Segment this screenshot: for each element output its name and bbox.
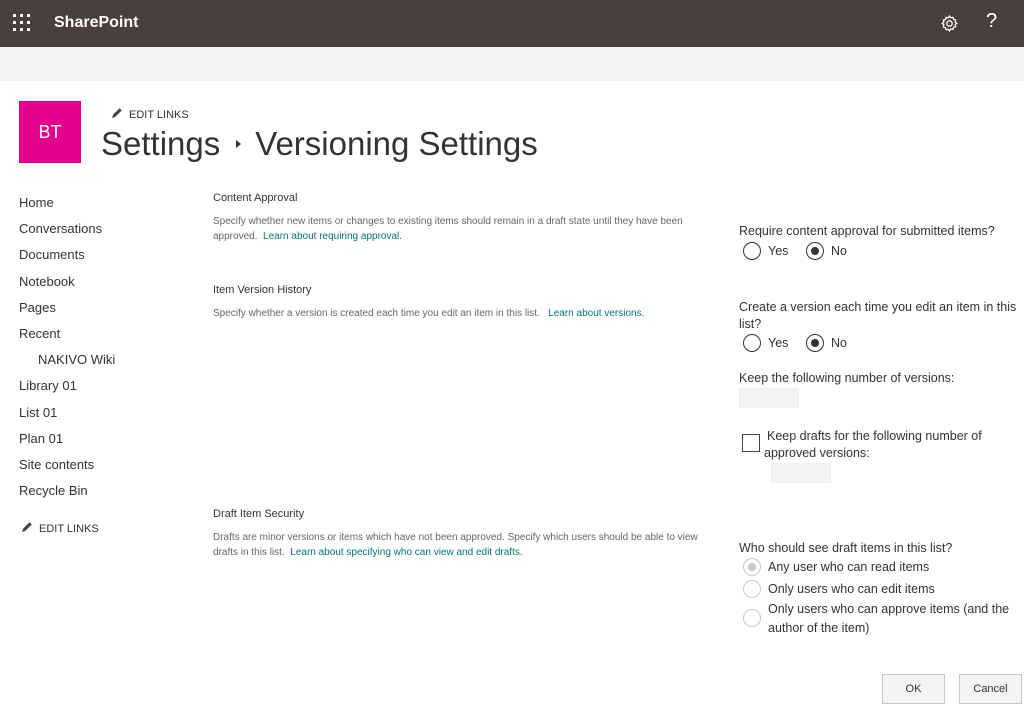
pencil-icon — [21, 521, 33, 536]
ok-button[interactable]: OK — [882, 674, 945, 704]
keep-drafts-input[interactable] — [771, 463, 831, 483]
learn-drafts-link[interactable]: Learn about specifying who can view and edit drafts. — [290, 547, 523, 558]
breadcrumb-settings[interactable]: Settings — [101, 125, 221, 162]
content-approval-question: Require content approval for submitted items? — [739, 224, 995, 238]
keep-versions-input[interactable] — [739, 388, 799, 408]
breadcrumb-separator-icon — [236, 140, 241, 148]
version-yes-label: Yes — [768, 336, 789, 350]
content-approval-description-text: Specify whether new items or changes to existing items should remain in a draft state until they have been approved. — [213, 216, 683, 242]
nav-item-list-01[interactable]: List 01 — [19, 404, 58, 420]
command-bar — [0, 47, 1024, 81]
keep-drafts-label: Keep drafts for the following number of approved versions: — [764, 429, 982, 460]
settings-gear-icon[interactable] — [940, 14, 959, 33]
nav-item-library-01[interactable]: Library 01 — [19, 378, 77, 394]
version-no-label: No — [831, 336, 847, 350]
approval-yes-label: Yes — [768, 244, 789, 258]
nav-item-site-contents[interactable]: Site contents — [19, 456, 95, 472]
edit-links-label: EDIT LINKS — [39, 522, 99, 535]
draft-edit-radio[interactable] — [743, 580, 761, 598]
draft-edit-label: Only users who can edit items — [768, 582, 935, 596]
quick-launch — [19, 194, 115, 508]
edit-links-label: EDIT LINKS — [129, 108, 189, 121]
keep-versions-label: Keep the following number of versions: — [739, 371, 955, 385]
learn-approval-link[interactable]: Learn about requiring approval. — [263, 231, 403, 242]
nav-item-pages[interactable]: Pages — [19, 299, 56, 315]
draft-read-label: Any user who can read items — [768, 560, 930, 574]
page-title: Versioning Settings — [255, 125, 538, 162]
approval-yes-option[interactable] — [743, 242, 788, 260]
nav-item-nakivo-wiki[interactable]: NAKIVO Wiki — [38, 352, 116, 368]
version-history-description — [213, 306, 703, 321]
draft-security-title: Draft Item Security — [213, 508, 305, 520]
nav-item-conversations[interactable]: Conversations — [19, 221, 103, 237]
version-yes-option[interactable] — [743, 334, 788, 352]
draft-security-description — [213, 530, 703, 560]
approval-no-radio[interactable] — [806, 242, 824, 260]
approval-no-label: No — [831, 244, 847, 258]
nav-item-home[interactable]: Home — [19, 195, 54, 210]
pencil-icon — [111, 107, 123, 122]
learn-versions-link[interactable]: Learn about versions. — [548, 308, 645, 319]
approval-yes-radio[interactable] — [743, 242, 761, 260]
site-logo[interactable]: BT — [19, 101, 81, 163]
draft-security-description-text: Drafts are minor versions or items which have not been approved. Specify which users should be able to view drafts in this list. — [213, 532, 698, 558]
brand-link[interactable]: SharePoint — [54, 14, 139, 31]
nav-item-notebook[interactable]: Notebook — [19, 273, 75, 289]
breadcrumb — [101, 125, 538, 163]
version-no-radio[interactable] — [806, 334, 824, 352]
draft-option-edit[interactable] — [743, 580, 935, 598]
nav-item-plan-01[interactable]: Plan 01 — [19, 430, 64, 446]
draft-approve-label: Only users who can approve items (and the author of the item) — [768, 602, 1010, 635]
nav-item-recent[interactable]: Recent — [19, 325, 61, 341]
draft-approve-radio[interactable] — [743, 609, 761, 627]
draft-security-question: Who should see draft items in this list? — [739, 541, 953, 555]
version-history-title: Item Version History — [213, 284, 312, 296]
version-history-description-text: Specify whether a version is created each time you edit an item in this list. — [213, 308, 540, 319]
version-yes-radio[interactable] — [743, 334, 761, 352]
edit-links-nav[interactable] — [21, 521, 99, 536]
content-approval-title: Content Approval — [213, 192, 298, 204]
nav-item-recycle-bin[interactable]: Recycle Bin — [19, 483, 88, 499]
keep-drafts-checkbox[interactable] — [742, 434, 760, 452]
content-approval-description — [213, 214, 703, 244]
version-no-option[interactable] — [806, 334, 847, 352]
edit-links-top[interactable] — [111, 107, 189, 122]
approval-no-option[interactable] — [806, 242, 847, 260]
draft-option-read[interactable] — [743, 558, 929, 576]
version-history-question: Create a version each time you edit an item in this list? — [739, 300, 1017, 331]
app-launcher-icon[interactable] — [13, 14, 31, 32]
nav-item-documents[interactable]: Documents — [19, 247, 85, 263]
draft-read-radio[interactable] — [743, 558, 761, 576]
help-icon[interactable]: ? — [986, 10, 998, 32]
suite-bar — [0, 0, 1024, 47]
cancel-button[interactable]: Cancel — [959, 674, 1022, 704]
